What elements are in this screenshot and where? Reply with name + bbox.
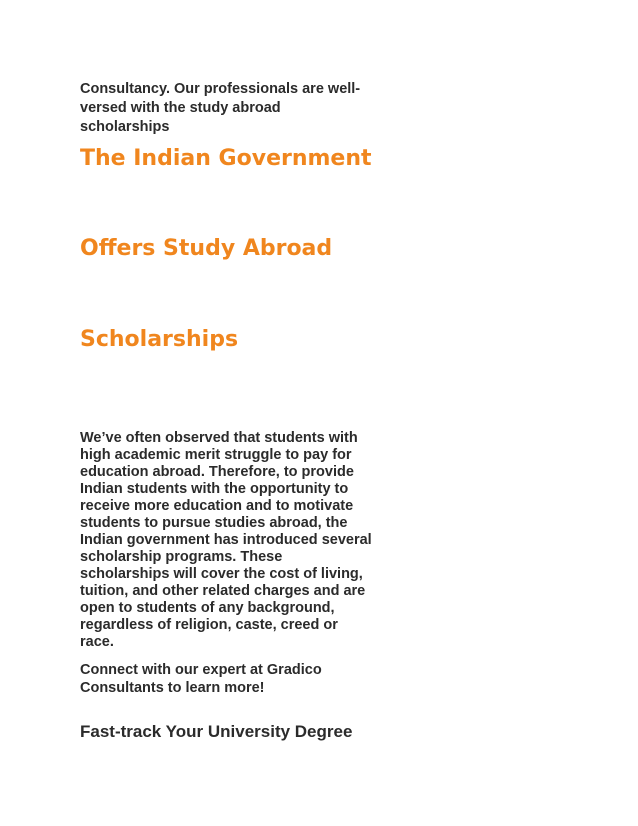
body-paragraph: We’ve often observed that students with high academic merit struggle to pay for education abroad. Therefore, to provide Indian students with the opportunity to receive more education and to motivate students to pursue studies abroad, the Indian government has introduced several scholarship programs. These scholarships will cover the cost of living, tuition, and other related charges and are open to students of any background, regardless of religion, caste, creed or race. <box>80 430 372 650</box>
heading-indian-government: The Indian Government <box>80 146 372 171</box>
subheading-fast-track: Fast-track Your University Degree <box>80 722 353 741</box>
intro-text: Consultancy. Our professionals are well-versed with the study abroad scholarships <box>80 81 361 135</box>
heading-scholarships: Scholarships <box>80 327 239 352</box>
connect-paragraph: Connect with our expert at Gradico Consultants to learn more! <box>80 662 322 696</box>
heading-offers-study-abroad: Offers Study Abroad <box>80 236 333 261</box>
